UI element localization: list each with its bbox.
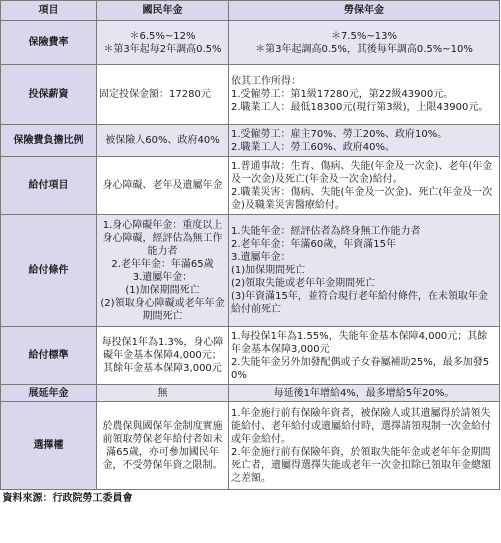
labor-cell	[229, 157, 500, 215]
cell-line: 3.遺屬年金：	[231, 252, 291, 263]
row-benefit-items	[1, 157, 500, 215]
source-row	[1, 490, 500, 507]
labor-cell	[229, 125, 500, 157]
cell-line: 2.老年年金：年滿65歲	[111, 258, 214, 270]
labor-cell	[229, 327, 500, 385]
row-deferred-pension	[1, 385, 500, 402]
labor-cell	[229, 402, 500, 490]
row-label: 選擇權	[1, 402, 97, 490]
national-cell	[97, 21, 229, 65]
header-item: 項目	[1, 1, 97, 21]
row-label: 展延年金	[1, 385, 97, 402]
header-national-pension: 國民年金	[97, 1, 229, 21]
cell-line: ＊6.5%~12%	[129, 30, 196, 42]
cell-line: 2.年金施行前有保險年資，於領取失能年金或老年年金期間死亡者，遺屬得選擇失能或老年一次金扣除已領取年金總額之差額。	[231, 446, 491, 484]
cell-line: 每延後1年增給4%，最多增給5年20%。	[273, 387, 455, 399]
cell-line: 1.普通事故：生育、傷病、失能(年金及一次金)、老年(年金及一次金)及死亡(年金及一次金)給付。	[231, 160, 493, 185]
cell-line: 1.失能年金：經評估者為終身無工作能力者	[231, 226, 421, 237]
labor-cell	[229, 385, 500, 402]
cell-line: (2)領取身心障礙或老年年金期間死亡	[100, 297, 225, 322]
row-insured-salary	[1, 65, 500, 125]
labor-cell	[229, 65, 500, 125]
national-cell	[97, 157, 229, 215]
cell-line: 於農保與國保年金制度實施前領取勞保老年給付者如未滿65歲，亦可參加國民年金，不受勞保年資之限制。	[102, 420, 223, 471]
cell-line: 無	[157, 387, 168, 399]
national-cell	[97, 215, 229, 327]
header-labor-pension: 勞保年金	[229, 1, 500, 21]
row-label: 投保薪資	[1, 65, 97, 125]
row-benefit-conditions	[1, 215, 500, 327]
cell-line: 3.遺屬年金：	[132, 271, 193, 283]
row-option-right	[1, 402, 500, 490]
labor-cell	[229, 21, 500, 65]
cell-line: 2.職業工人：最低18300元(現行第3級)，上限43900元。	[231, 102, 489, 113]
cell-line: 1.受僱勞工：雇主70%、勞工20%、政府10%。	[231, 128, 448, 140]
cell-line: (1)加保期間死亡	[231, 265, 306, 276]
header-row	[1, 1, 500, 21]
cell-line: (3)年資滿15年，並符合現行老年給付條件，在未領取年金給付前死亡	[231, 291, 488, 315]
row-label: 給付條件	[1, 215, 97, 327]
cell-line: 2.失能年金另外加發配偶或子女眷屬補助25%，最多加發50%	[231, 356, 490, 381]
cell-line: 每投保1年為1.3%，身心障礙年金基本保障4,000元；其餘年金基本保障3,000元	[101, 337, 224, 374]
cell-line: (2)領取失能或老年年金期間死亡	[231, 278, 376, 289]
row-premium-rate	[1, 21, 500, 65]
national-cell	[97, 65, 229, 125]
national-cell	[97, 385, 229, 402]
cell-line: ＊第3年起調高0.5%，其後每年調高0.5%~10%	[255, 43, 473, 55]
row-label: 給付項目	[1, 157, 97, 215]
row-label: 給付標準	[1, 327, 97, 385]
cell-line: 2.老年年金：年滿60歲，年資滿15年	[231, 239, 396, 250]
cell-line: 被保險人60%、政府40%	[105, 135, 220, 146]
cell-line: 1.受僱勞工：第1級17280元，第22級43900元。	[231, 89, 454, 100]
cell-line: 2.職業災害：傷病、失能(年金及一次金)、死亡(年金及一次金)及職業災害醫療給付。	[231, 186, 493, 211]
cell-line: (1)加保期間死亡	[125, 284, 200, 296]
cell-line: 1.年金施行前有保險年資者，被保險人或其遺屬得於請領失能給付、老年給付或遺屬給付時，選擇請領現制一次金給付或年金給付。	[231, 407, 491, 445]
cell-line: 2.職業工人：勞工60%、政府40%。	[231, 141, 395, 153]
cell-line: ＊7.5%~13%	[330, 30, 397, 42]
source-note: 資料來源：行政院勞工委員會	[2, 493, 133, 504]
cell-line: 固定投保金額：17280元	[99, 89, 211, 100]
row-label: 保險費率	[1, 21, 97, 65]
cell-line: 依其工作所得：	[231, 76, 301, 87]
national-cell	[97, 125, 229, 157]
row-benefit-standard	[1, 327, 500, 385]
row-label: 保險費負擔比例	[1, 125, 97, 157]
cell-line: 1.身心障礙年金：重度以上身心障礙，經評估為無工作能力者	[102, 219, 223, 257]
national-cell	[97, 402, 229, 490]
national-cell	[97, 327, 229, 385]
cell-line: 身心障礙、老年及遺屬年金	[102, 180, 223, 191]
labor-cell	[229, 215, 500, 327]
cell-line: 1.每投保1年為1.55%，失能年金基本保障4,000元；其餘年金基本保障3,000元	[231, 330, 488, 355]
cell-line: ＊第3年起每2年調高0.5%	[103, 43, 222, 55]
row-premium-share	[1, 125, 500, 157]
